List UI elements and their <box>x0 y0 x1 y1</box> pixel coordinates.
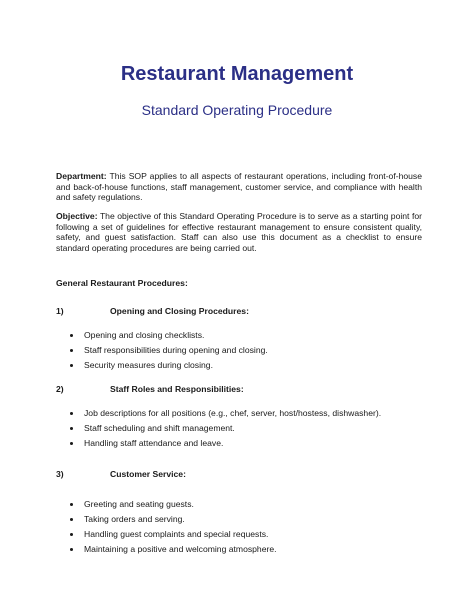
bullet-icon <box>70 503 73 506</box>
list-item-text: Job descriptions for all positions (e.g., chef, server, host/hostess, dishwasher). <box>84 408 382 418</box>
document-title: Restaurant Management <box>120 63 354 85</box>
bullet-icon <box>70 518 73 521</box>
bullet-icon <box>70 349 73 352</box>
list-item-text: Opening and closing checklists. <box>84 330 205 340</box>
section-1-title: Opening and Closing Procedures: <box>110 306 249 316</box>
bullet-icon <box>70 412 73 415</box>
list-item-text: Staff scheduling and shift management. <box>84 423 235 433</box>
bullet-icon <box>70 427 73 430</box>
objective-text: The objective of this Standard Operating Procedure is to serve as a starting point for following a set of guidelines for effective restaurant management to ensure consistent quality, safety, and guest satisfaction. Staff can also use this document as a checklist to ensure standard operating procedures are being carried out. <box>56 211 422 253</box>
list-item-text: Taking orders and serving. <box>84 514 185 524</box>
section-3-title: Customer Service: <box>110 469 186 479</box>
bullet-icon <box>70 442 73 445</box>
list-item-text: Greeting and seating guests. <box>84 499 194 509</box>
department-label: Department: <box>56 171 107 181</box>
objective-label: Objective: <box>56 211 98 221</box>
section-2-number: 2) <box>56 384 64 394</box>
list-item-text: Security measures during closing. <box>84 360 213 370</box>
section-2-title: Staff Roles and Responsibilities: <box>110 384 244 394</box>
list-item-text: Handling guest complaints and special requests. <box>84 529 269 539</box>
section-1-number: 1) <box>56 306 64 316</box>
list-item-text: Staff responsibilities during opening and closing. <box>84 345 268 355</box>
section-3-number: 3) <box>56 469 64 479</box>
department-paragraph <box>56 171 422 203</box>
document-subtitle: Standard Operating Procedure <box>141 102 333 118</box>
objective-paragraph <box>56 211 422 253</box>
bullet-icon <box>70 334 73 337</box>
bullet-icon <box>70 548 73 551</box>
list-item-text: Handling staff attendance and leave. <box>84 438 224 448</box>
list-item-text: Maintaining a positive and welcoming atmosphere. <box>84 544 277 554</box>
general-procedures-heading: General Restaurant Procedures: <box>56 278 188 288</box>
bullet-icon <box>70 533 73 536</box>
bullet-icon <box>70 364 73 367</box>
department-text: This SOP applies to all aspects of restaurant operations, including front-of-house and back-of-house functions, staff management, customer service, and compliance with health and safety regulations. <box>56 171 422 203</box>
